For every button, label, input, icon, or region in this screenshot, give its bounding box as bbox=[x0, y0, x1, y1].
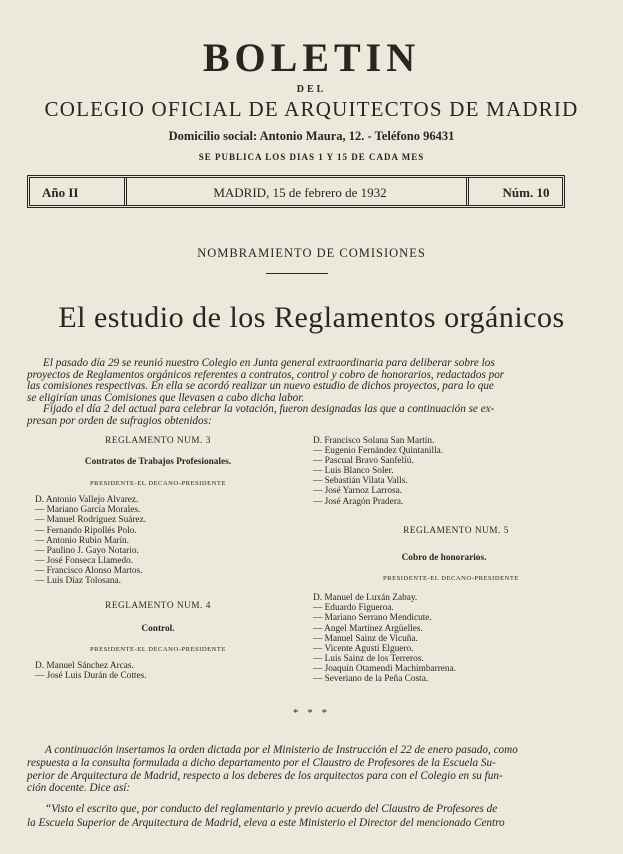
paragraph-line: “Visto el escrito que, por conducto del reglamentario y previo acuerdo del Claustro de Profesores de bbox=[45, 803, 498, 815]
member-name: — Luis Díaz Tolosana. bbox=[35, 576, 121, 587]
intro-line: se eligirían unas Comisiones que llevasen a cabo dicha labor. bbox=[27, 391, 305, 404]
reglamento-5-members bbox=[313, 593, 569, 684]
reglamento-4-heading: REGLAMENTO NUM. 4 bbox=[105, 601, 211, 611]
ministry-order-paragraph bbox=[27, 744, 569, 795]
intro-line: las comisiones respectivas. En ella se acordó realizar un nuevo estudio de dichos proyectos, para lo que bbox=[27, 380, 494, 392]
masthead-address: Domicilio social: Antonio Maura, 12. - Teléfono 96431 bbox=[168, 129, 455, 143]
member-name: D. Manuel Sánchez Arcas. bbox=[35, 661, 134, 672]
paragraph-line: respuesta a la consulta formulada a dicho departamento por el Claustro de Profesores de la Escuela Su- bbox=[27, 756, 496, 769]
masthead-del: DEL bbox=[296, 84, 327, 95]
member-name: — Mariano Serrano Mendicute. bbox=[313, 613, 432, 624]
reglamento-5-heading: REGLAMENTO NUM. 5 bbox=[403, 526, 509, 536]
reglamento-3-heading: REGLAMENTO NUM. 3 bbox=[105, 436, 211, 446]
member-name: — Manuel Sainz de Vicuña. bbox=[313, 633, 418, 644]
reglamento-3-members bbox=[35, 495, 281, 586]
member-name: — Luis Sainz de los Terreros. bbox=[313, 653, 424, 664]
reglamento-5-subject: Cobro de honorarios. bbox=[401, 553, 487, 564]
intro-paragraph bbox=[27, 358, 569, 427]
member-name: — Eduardo Figueroa. bbox=[313, 603, 394, 614]
member-name: — Vicente Agustí Elguero. bbox=[313, 643, 414, 654]
section-separator: * * * bbox=[293, 707, 330, 719]
issue-info-box bbox=[27, 175, 565, 208]
member-name: — José Aragón Pradera. bbox=[313, 496, 404, 507]
section-rule bbox=[266, 273, 328, 274]
reglamento-3-subject: Contratos de Trabajos Profesionales. bbox=[84, 457, 232, 468]
paragraph-line: la Escuela Superior de Arquitectura de Madrid, eleva a este Ministerio el Director del mencionado Centro bbox=[27, 816, 505, 829]
reglamento-4-president: PRESIDENTE-EL DECANO-PRESIDENTE bbox=[90, 646, 226, 654]
member-name: — Manuel Rodríguez Suárez. bbox=[35, 515, 147, 526]
right-top-members bbox=[313, 436, 569, 507]
member-name: — Luis Blanco Soler. bbox=[313, 466, 394, 477]
issue-number: Núm. 10 bbox=[502, 185, 550, 200]
member-name: — Fernando Ripollés Polo. bbox=[35, 525, 137, 536]
member-name: — Paulino J. Gayo Notario. bbox=[35, 545, 139, 556]
intro-line: El pasado día 29 se reunió nuestro Colegio en Junta general extraordinaria para deliberar sobre los bbox=[43, 357, 495, 369]
paragraph-line: ción docente. Dice así: bbox=[27, 782, 131, 795]
masthead-organization: COLEGIO OFICIAL DE ARQUITECTOS DE MADRID bbox=[44, 97, 579, 121]
paragraph-line: perior de Arquitectura de Madrid, respecto a los deberes de los arquitectos para con el Colegio en su fun- bbox=[27, 769, 503, 782]
quoted-paragraph bbox=[27, 803, 569, 830]
article-headline: El estudio de los Reglamentos orgánicos bbox=[58, 301, 565, 334]
reglamento-4-members bbox=[35, 661, 281, 681]
member-name: — José Fonseca Llamedo. bbox=[35, 555, 134, 566]
paragraph-line: A continuación insertamos la orden dictada por el Ministerio de Instrucción el 22 de enero pasado, como bbox=[45, 744, 518, 756]
member-name: — José Luis Durán de Cottes. bbox=[35, 671, 147, 682]
issue-divider bbox=[124, 177, 127, 206]
reglamento-5-president: PRESIDENTE-EL DECANO-PRESIDENTE bbox=[383, 575, 519, 583]
member-name: D. Francisco Solana San Martín. bbox=[313, 436, 435, 446]
member-name: D. Antonio Vallejo Alvarez. bbox=[35, 495, 139, 506]
member-name: — Francisco Alonso Martos. bbox=[35, 565, 143, 576]
member-name: — Sebastián Vilata Valls. bbox=[313, 476, 408, 487]
member-name: — Mariano García Morales. bbox=[35, 505, 141, 516]
member-name: — Antonio Rubio Marín. bbox=[35, 535, 130, 546]
member-name: — Severiano de la Peña Costa. bbox=[313, 674, 429, 685]
issue-volume: Año II bbox=[42, 185, 79, 200]
member-name: — Eugenio Fernández Quintanilla. bbox=[313, 446, 444, 457]
reglamento-3-president: PRESIDENTE-EL DECANO-PRESIDENTE bbox=[90, 480, 226, 488]
member-name: — José Yarnoz Larrosa. bbox=[313, 486, 403, 497]
reglamento-5-block bbox=[313, 526, 569, 684]
reglamento-3-block bbox=[35, 436, 281, 586]
masthead-publication-schedule: SE PUBLICA LOS DIAS 1 Y 15 DE CADA MES bbox=[198, 152, 425, 162]
reglamento-4-block bbox=[35, 601, 281, 681]
issue-date: MADRID, 15 de febrero de 1932 bbox=[213, 185, 387, 200]
member-name: — Angel Martínez Argüelles. bbox=[313, 623, 423, 634]
member-name: D. Manuel de Luxán Zabay. bbox=[313, 593, 418, 604]
intro-line: Fijado el día 2 del actual para celebrar la votación, fueron designadas las que a continuación se ex- bbox=[43, 403, 495, 415]
intro-line: presan por orden de sufragios obtenidos: bbox=[27, 414, 212, 427]
reglamento-4-subject: Control. bbox=[141, 624, 175, 635]
member-name: — Pascual Bravo Sanfelíú. bbox=[313, 456, 414, 467]
newsletter-title: BOLETIN bbox=[202, 35, 421, 80]
section-title: NOMBRAMIENTO DE COMISIONES bbox=[197, 246, 426, 260]
intro-line: proyectos de Reglamentos orgánicos referentes a contratos, control y cobro de honorarios, redactados por bbox=[27, 368, 505, 381]
member-name: — Joaquín Otamendi Machimbarrena. bbox=[313, 663, 457, 674]
